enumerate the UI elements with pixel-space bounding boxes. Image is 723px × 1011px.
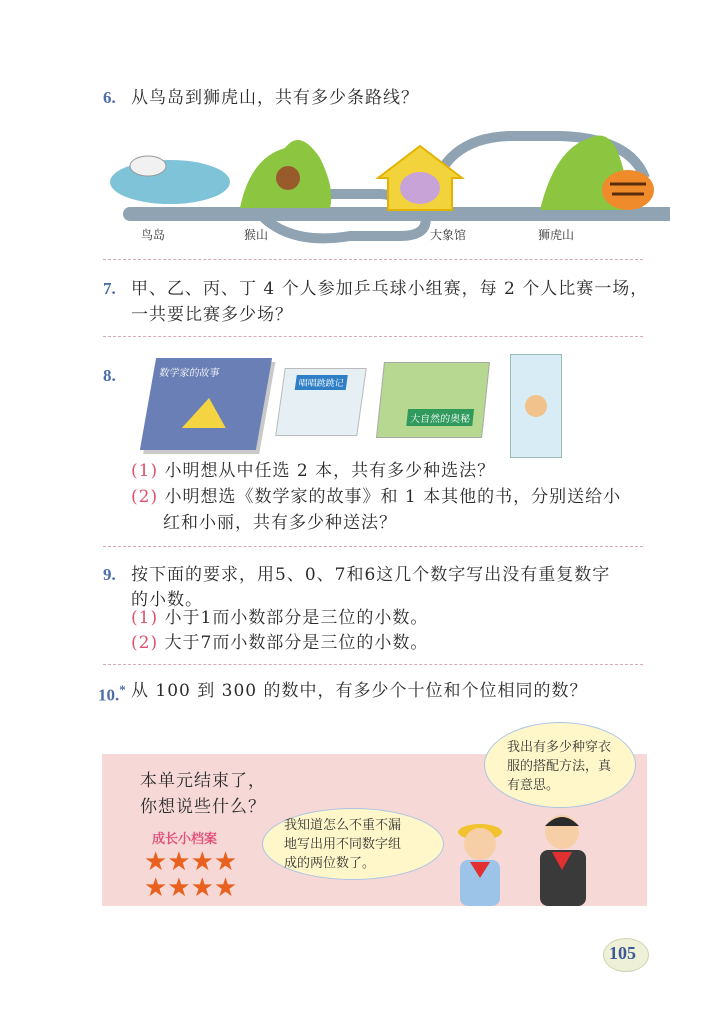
q9-line2: 的小数。 [131, 590, 203, 610]
star-row: ★★★★ [144, 873, 238, 903]
sub-mark: (1) [131, 461, 159, 481]
sub-text: 小明想从中任选 2 本，共有多少种选法？ [164, 461, 496, 481]
book-math-stories [140, 358, 272, 450]
book-title: 唱唱跳跳记 [295, 375, 348, 390]
place-label: 狮虎山 [538, 228, 575, 242]
place-label: 猴山 [244, 228, 269, 242]
q10-text: 从 100 到 300 的数中，有多少个十位和个位相同的数？ [131, 681, 588, 701]
place-label: 鸟岛 [141, 228, 166, 242]
summary-line2: 你想说些什么？ [140, 797, 266, 817]
girl-face-icon [464, 828, 496, 860]
q9-number: 9. [103, 565, 116, 584]
summary-prompt [140, 768, 266, 820]
divider [103, 259, 643, 260]
route-illustration [110, 118, 670, 248]
bird-icon [130, 156, 166, 176]
place-label: 大象馆 [430, 228, 467, 242]
bubble-line: 地写出用不同数字组 [284, 837, 402, 852]
sub-text: 大于7而小数部分是三位的小数。 [164, 633, 429, 653]
book-songs [275, 368, 367, 436]
bubble-line: 成的两位数了。 [284, 856, 376, 871]
sub-mark: (2) [131, 633, 159, 653]
summary-line1: 本单元结束了， [140, 771, 266, 791]
q7-line1: 甲、乙、丙、丁 4 个人参加乒乓球小组赛，每 2 个人比赛一场， [131, 279, 649, 299]
book-title: 大自然的奥秘 [406, 409, 474, 426]
q7-number: 7. [103, 279, 116, 298]
bubble-line: 服的搭配方法，真 [507, 759, 612, 774]
star-row: ★★★★ [144, 847, 238, 877]
sub-text: 小明想选《数学家的故事》和 1 本其他的书，分别送给小 [164, 487, 622, 507]
q6-number: 6. [103, 88, 116, 107]
q10-number [98, 682, 126, 706]
growth-badge: 成长小档案 [152, 832, 218, 847]
q8-sub1 [131, 458, 495, 485]
bubble-line: 我出有多少种穿衣 [507, 740, 612, 755]
divider [103, 336, 643, 337]
q10-num: 10. [98, 685, 120, 705]
divider [103, 664, 643, 665]
bubble-right-text [507, 738, 611, 795]
monkey-icon [276, 166, 300, 190]
q8-sub2 [131, 484, 621, 511]
book-blue [510, 354, 562, 458]
bubble-left-text [284, 816, 401, 873]
child-face-icon [525, 395, 547, 417]
triangle-shape [182, 398, 231, 428]
tiger-icon [602, 170, 654, 210]
sub-text: 小于1而小数部分是三位的小数。 [164, 608, 429, 628]
page-number: 105 [609, 943, 636, 963]
q9-line1: 按下面的要求，用5、0、7和6这几个数字写出没有重复数字 [131, 565, 611, 585]
elephant-icon [400, 172, 440, 204]
q9-sub2 [131, 630, 428, 657]
q8-number: 8. [103, 366, 116, 385]
q7-line2: 一共要比赛多少场？ [131, 305, 293, 325]
bubble-line: 我知道怎么不重不漏 [284, 818, 402, 833]
sub-mark: (1) [131, 608, 159, 628]
q9-sub1 [131, 605, 428, 632]
q8-sub2-line2: 红和小丽，共有多少种送法？ [163, 513, 397, 533]
book-title: 数学家的故事 [158, 368, 221, 379]
children-illustration [440, 800, 610, 906]
divider [103, 546, 643, 547]
bubble-line: 有意思。 [507, 778, 560, 793]
q6-text: 从鸟岛到狮虎山，共有多少条路线？ [131, 88, 419, 108]
sub-mark: (2) [131, 487, 159, 507]
book-nature [376, 362, 490, 438]
q10-star: * [119, 682, 126, 697]
